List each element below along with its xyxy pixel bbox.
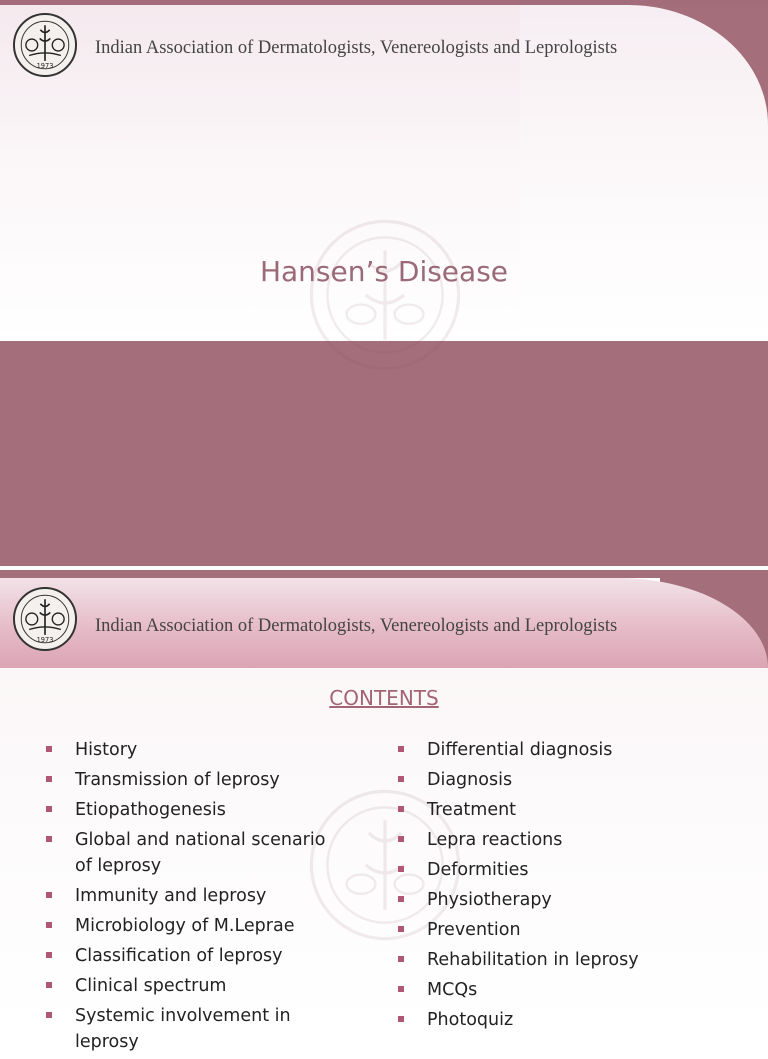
contents-list-right (398, 737, 728, 1037)
contents-slide (0, 570, 768, 1052)
iadvl-emblem-icon (12, 12, 78, 78)
list-item: Systemic involvement in leprosy (46, 1003, 346, 1055)
bullet-icon (46, 1012, 52, 1018)
bullet-icon (398, 896, 404, 902)
bullet-icon (46, 806, 52, 812)
list-item: Differential diagnosis (398, 737, 728, 763)
top-border (0, 570, 768, 578)
list-item: Deformities (398, 857, 728, 883)
bullet-icon (46, 952, 52, 958)
watermark-emblem-icon (305, 215, 465, 375)
iadvl-emblem-icon (12, 586, 78, 652)
bullet-icon (46, 982, 52, 988)
list-item: Clinical spectrum (46, 973, 346, 999)
svg-text:1973: 1973 (36, 636, 54, 645)
list-item: Photoquiz (398, 1007, 728, 1033)
list-item: Microbiology of M.Leprae (46, 913, 346, 939)
org-header (0, 578, 768, 668)
list-item: Lepra reactions (398, 827, 728, 853)
bullet-icon (398, 986, 404, 992)
bullet-icon (398, 806, 404, 812)
list-item: Transmission of leprosy (46, 767, 346, 793)
contents-heading: CONTENTS (329, 686, 439, 710)
bullet-icon (398, 1016, 404, 1022)
bullet-icon (398, 836, 404, 842)
list-item: History (46, 737, 346, 763)
list-item: Immunity and leprosy (46, 883, 346, 909)
list-item: Treatment (398, 797, 728, 823)
bullet-icon (398, 776, 404, 782)
bullet-icon (398, 926, 404, 932)
bullet-icon (46, 746, 52, 752)
list-item: Classification of leprosy (46, 943, 346, 969)
bullet-icon (398, 746, 404, 752)
bullet-icon (46, 922, 52, 928)
svg-text:1973: 1973 (36, 62, 54, 71)
list-item: Global and national scenario of leprosy (46, 827, 346, 879)
bullet-icon (46, 776, 52, 782)
slide-title: Hansen’s Disease (259, 255, 509, 288)
list-item: MCQs (398, 977, 728, 1003)
list-item: Rehabilitation in leprosy (398, 947, 728, 973)
bullet-icon (398, 866, 404, 872)
list-item: Prevention (398, 917, 728, 943)
bullet-icon (398, 956, 404, 962)
contents-list-left (46, 737, 346, 1059)
organization-name: Indian Association of Dermatologists, Venereologists and Leprologists (95, 38, 618, 58)
list-item: Etiopathogenesis (46, 797, 346, 823)
bullet-icon (46, 836, 52, 842)
organization-name: Indian Association of Dermatologists, Venereologists and Leprologists (95, 616, 618, 636)
list-item: Physiotherapy (398, 887, 728, 913)
list-item: Diagnosis (398, 767, 728, 793)
org-header (0, 0, 768, 90)
bullet-icon (46, 892, 52, 898)
